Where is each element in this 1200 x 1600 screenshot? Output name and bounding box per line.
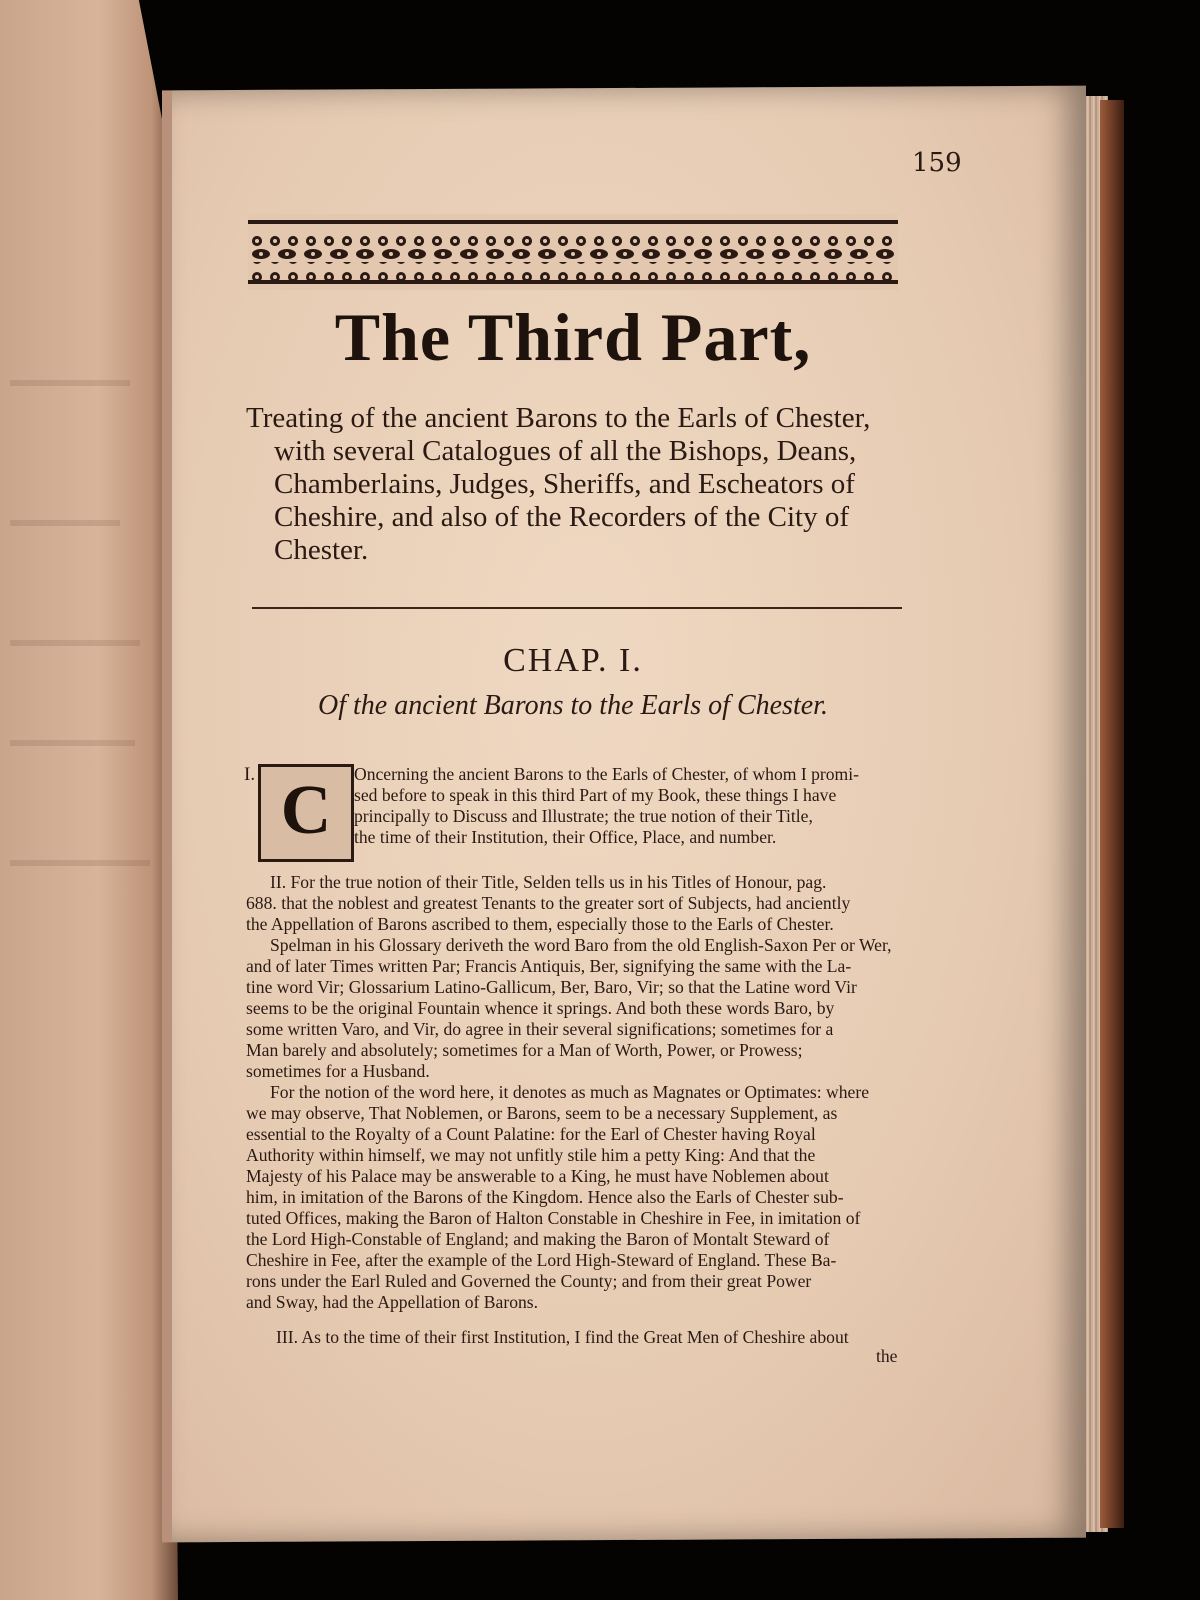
text-line: Oncerning the ancient Barons to the Earls of Chester, of whom I promi- [354,764,859,784]
text-line: Spelman in his Glossary deriveth the word Baro from the old English-Saxon Per or Wer, [270,935,892,955]
text-line: III. As to the time of their first Institution, I find the Great Men of Cheshire about [276,1327,849,1347]
text-line: II. For the true notion of their Title, Selden tells us in his Titles of Honour, pag. [270,872,827,892]
text-line: Majesty of his Palace may be answerable to a King, he must have Noblemen about [246,1166,829,1186]
subtitle-line: Cheshire, and also of the Recorders of the City of [274,501,850,533]
chapter-heading: CHAP. I. [503,642,643,679]
text-line: rons under the Earl Ruled and Governed the County; and from their great Power [246,1271,812,1291]
page-number: 159 [912,148,962,178]
decorated-initial [258,764,354,862]
text-line: the time of their Institution, their Office, Place, and number. [354,827,777,847]
text-line: Cheshire in Fee, after the example of the Lord High-Steward of England. These Ba- [246,1250,837,1270]
text-line: For the notion of the word here, it denotes as much as Magnates or Optimates: where [270,1082,870,1102]
text-line: Man barely and absolutely; sometimes for a Man of Worth, Power, or Prowess; [246,1040,803,1060]
text-line: Authority within himself, we may not unfitly stile him a petty King: And that the [246,1145,816,1165]
ghost-text-line [10,380,130,386]
text-line: sed before to speak in this third Part of my Book, these things I have [354,785,837,805]
initial-letter: C [280,772,332,849]
ghost-text-line [10,860,150,866]
chapter-subtitle: Of the ancient Barons to the Earls of Chester. [318,690,828,721]
text-line: essential to the Royalty of a Count Palatine: for the Earl of Chester having Royal [246,1124,816,1144]
paragraph-one [354,764,908,848]
subtitle-line: Chamberlains, Judges, Sheriffs, and Escheators of [274,468,855,500]
ghost-text-line [10,740,135,746]
text-line: and Sway, had the Appellation of Barons. [246,1292,539,1312]
ornamental-headpiece [248,214,898,290]
section-rule [252,607,902,609]
text-line: we may observe, That Noblemen, or Barons, seem to be a necessary Supplement, as [246,1103,838,1123]
text-line: seems to be the original Fountain whence it springs. And both these words Baro, by [246,998,835,1018]
text-line: sometimes for a Husband. [246,1061,430,1081]
text-line: and of later Times written Par; Francis Antiquis, Ber, signifying the same with the La- [246,956,852,976]
text-line: 688. that the noblest and greatest Tenants to the greater sort of Subjects, had anciently [246,893,851,913]
subtitle-line: with several Catalogues of all the Bishops, Deans, [274,435,857,467]
book-cover-edge [1100,100,1124,1528]
text-line: tine word Vir; Glossarium Latino-Gallicum, Ber, Baro, Vir; so that the Latine word Vir [246,977,857,997]
subtitle-line: Chester. [274,534,369,566]
part-subtitle [246,402,906,567]
catchword: the [876,1346,898,1366]
body-paragraphs [246,872,908,1348]
subtitle-line: Treating of the ancient Barons to the Earls of Chester, [246,402,871,434]
fleuron-band-icon [248,214,898,290]
text-line: principally to Discuss and Illustrate; the true notion of their Title, [354,806,813,826]
part-title: The Third Part, [334,299,812,375]
text-line: some written Varo, and Vir, do agree in their several significations; sometimes for a [246,1019,834,1039]
ghost-text-line [10,640,140,646]
left-page [0,0,178,1600]
ghost-text-line [10,520,120,526]
text-line: him, in imitation of the Barons of the Kingdom. Hence also the Earls of Chester sub- [246,1187,844,1207]
text-line: tuted Offices, making the Baron of Halton Constable in Cheshire in Fee, in imitation of [246,1208,861,1228]
text-line: the Appellation of Barons ascribed to them, especially those to the Earls of Chester. [246,914,834,934]
text-line: the Lord High-Constable of England; and making the Baron of Montalt Steward of [246,1229,830,1249]
paragraph-number: I. [244,764,256,785]
